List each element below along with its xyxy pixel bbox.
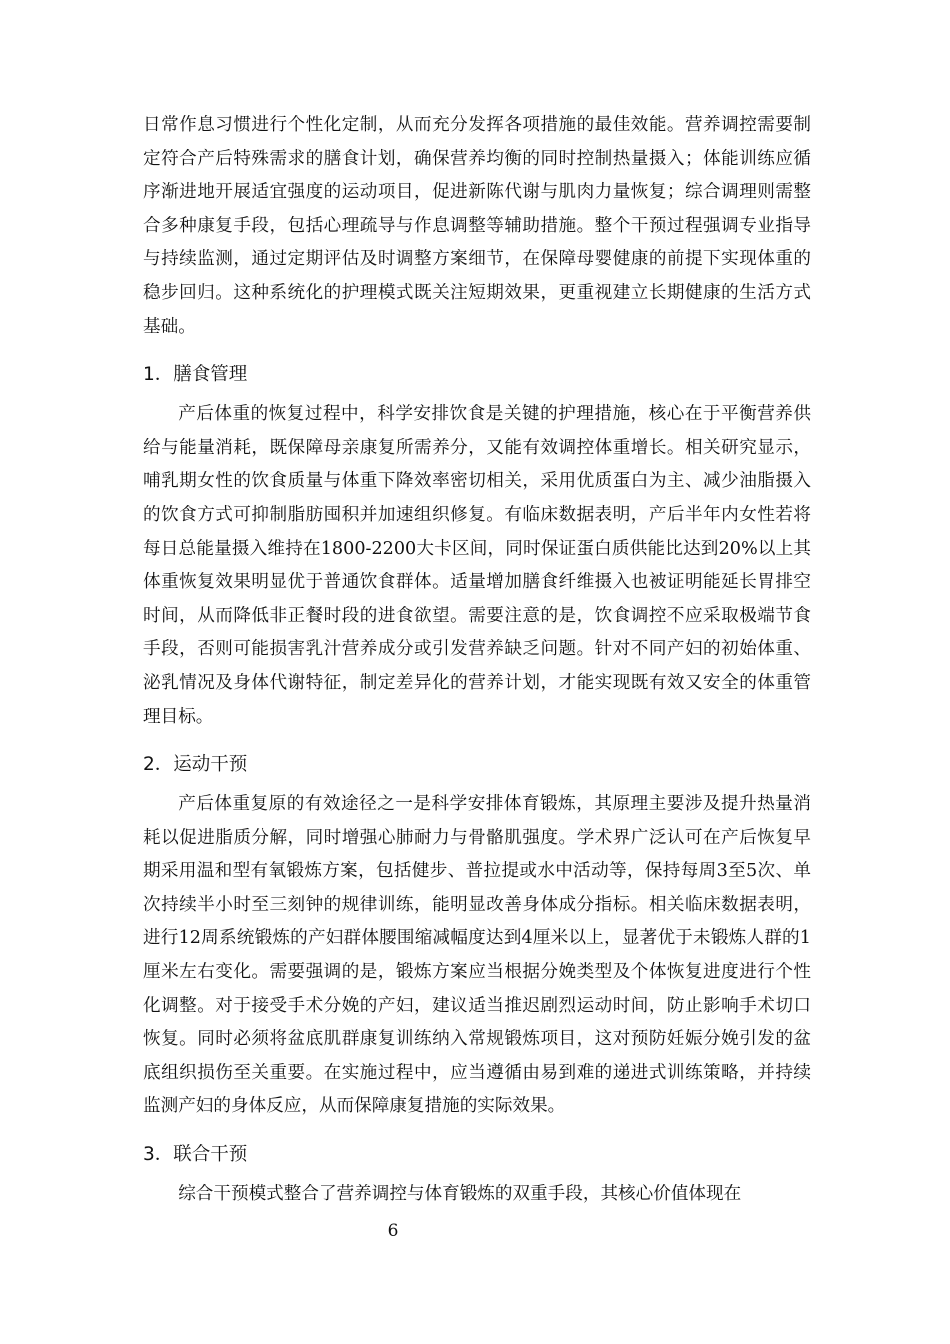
- page-number: 6: [387, 1221, 399, 1241]
- section-body-diet: 产后体重的恢复过程中，科学安排饮食是关键的护理措施，核心在于平衡营养供给与能量消耗，既保障母亲康复所需养分，又能有效调控体重增长。相关研究显示，哺乳期女性的饮食质量与体重下降效率密切相关，采用优质蛋白为主、减少油脂摄入的饮食方式可抑制脂肪囤积并加速组织修复。有临床数据表明，产后半年内女性若将每日总能量摄入维持在1800-2200大卡区间，同时保证蛋白质供能比达到20%以上其体重恢复效果明显优于普通饮食群体。适量增加膳食纤维摄入也被证明能延长胃排空时间，从而降低非正餐时段的进食欲望。需要注意的是，饮食调控不应采取极端节食手段，否则可能损害乳汁营养成分或引发营养缺乏问题。针对不同产妇的初始体重、泌乳情况及身体代谢特征，制定差异化的营养计划，才能实现既有效又安全的体重管理目标。: [143, 404, 811, 727]
- intro-paragraph: 日常作息习惯进行个性化定制，从而充分发挥各项措施的最佳效能。营养调控需要制定符合产后特殊需求的膳食计划，确保营养均衡的同时控制热量摄入；体能训练应循序渐进地开展适宜强度的运动项目，促进新陈代谢与肌肉力量恢复；综合调理则需整合多种康复手段，包括心理疏导与作息调整等辅助措施。整个干预过程强调专业指导与持续监测，通过定期评估及时调整方案细节，在保障母婴健康的前提下实现体重的稳步回归。这种系统化的护理模式既关注短期效果，更重视建立长期健康的生活方式基础。: [143, 115, 811, 337]
- section-heading-diet: 1．膳食管理: [143, 364, 248, 386]
- section-body-exercise: 产后体重复原的有效途径之一是科学安排体育锻炼，其原理主要涉及提升热量消耗以促进脂质分解，同时增强心肺耐力与骨骼肌强度。学术界广泛认可在产后恢复早期采用温和型有氧锻炼方案，包括健步、普拉提或水中活动等，保持每周3至5次、单次持续半小时至三刻钟的规律训练，能明显改善身体成分指标。相关临床数据表明，进行12周系统锻炼的产妇群体腰围缩减幅度达到4厘米以上，显著优于未锻炼人群的1厘米左右变化。需要强调的是，锻炼方案应当根据分娩类型及个体恢复进度进行个性化调整。对于接受手术分娩的产妇，建议适当推迟剧烈运动时间，防止影响手术切口恢复。同时必须将盆底肌群康复训练纳入常规锻炼项目，这对预防妊娠分娩引发的盆底组织损伤至关重要。在实施过程中，应当遵循由易到难的递进式训练策略，并持续监测产妇的身体反应，从而保障康复措施的实际效果。: [143, 794, 811, 1117]
- document-page: [143, 109, 811, 1212]
- section-heading-combined: 3．联合干预: [143, 1144, 248, 1166]
- section-heading-exercise: 2．运动干预: [143, 754, 248, 776]
- section-body-combined: 综合干预模式整合了营养调控与体育锻炼的双重手段，其核心价值体现在: [178, 1184, 742, 1205]
